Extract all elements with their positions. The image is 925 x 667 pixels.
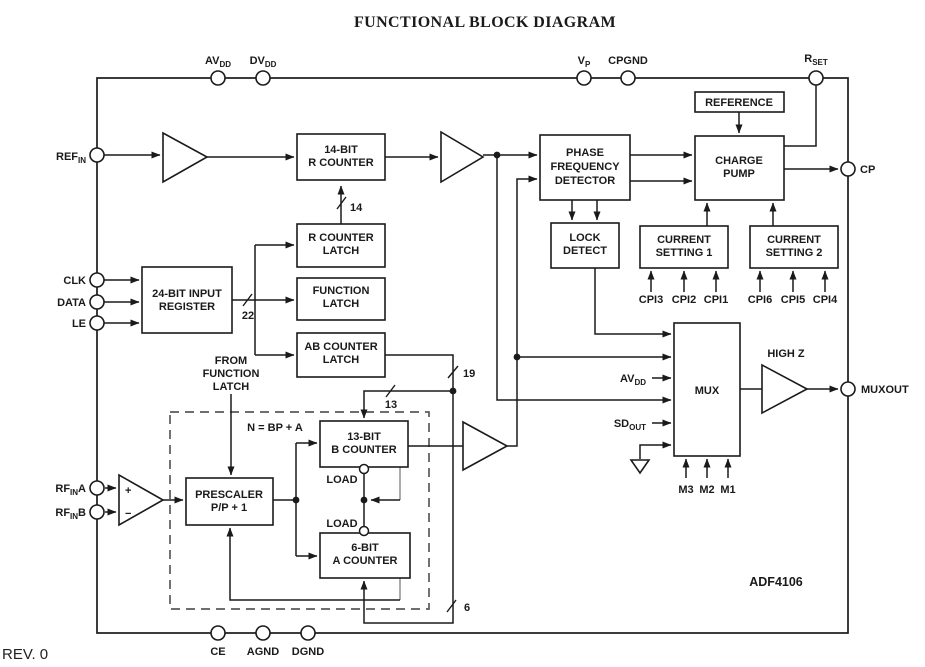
- n-output-buffer: [463, 422, 507, 470]
- block-input-register: [142, 267, 232, 333]
- refin-buffer: [163, 133, 207, 182]
- r-counter-line1: 14-BIT: [324, 144, 358, 156]
- b-counter-line1: 13-BIT: [347, 431, 381, 443]
- lock-detect-line2: DETECT: [563, 245, 607, 257]
- pin-data-label: DATA: [57, 297, 86, 309]
- block-current-setting-1: [640, 226, 728, 268]
- r-output-buffer: [441, 132, 483, 182]
- cpi3-label: CPI3: [638, 294, 664, 306]
- m2-label: M2: [699, 484, 715, 496]
- amp-minus-label: −: [125, 508, 132, 520]
- cpi2-label: CPI2: [671, 294, 697, 306]
- function-latch-line2: LATCH: [322, 298, 360, 310]
- bus-22-label: 22: [241, 310, 255, 322]
- pin-muxout-label: MUXOUT: [861, 384, 909, 396]
- pin-dgnd-label: DGND: [291, 646, 325, 658]
- pin-rset-label: $R_{SET}$: [804, 53, 828, 67]
- pin-cp-label: CP: [860, 164, 876, 176]
- load-b-label: LOAD: [326, 474, 358, 486]
- input-register-line1: 24-BIT INPUT: [152, 288, 222, 300]
- pin-muxout: [841, 382, 855, 396]
- a-counter-load-node: [360, 527, 369, 536]
- block-charge-pump: [695, 136, 784, 200]
- pin-le-label: LE: [71, 318, 86, 330]
- pin-rset: [809, 71, 823, 85]
- bus-19-label: 19: [463, 368, 476, 380]
- m1-label: M1: [720, 484, 736, 496]
- r-counter-latch-line1: R COUNTER: [308, 232, 374, 244]
- pin-ce: [211, 626, 225, 640]
- pin-vp-label: $V_P$: [577, 55, 591, 69]
- block-current-setting-2: [750, 226, 838, 268]
- pin-rfina: [90, 481, 104, 495]
- svg-text:24-BIT INPUTREGISTER: [152, 288, 222, 313]
- r-counter-latch-line2: LATCH: [322, 245, 360, 257]
- block-r-counter: [297, 134, 385, 180]
- cpi4-label: CPI4: [812, 294, 838, 306]
- bus-13-label: 13: [384, 399, 398, 411]
- block-ab-counter-latch: [297, 333, 385, 377]
- from-function-latch-label: FROM FUNCTION LATCH: [202, 355, 260, 393]
- pin-rfinb-label: $RF_{IN}B$: [55, 507, 86, 521]
- pin-clk: [90, 273, 104, 287]
- pfd-line3: DETECTOR: [554, 175, 616, 187]
- mux-avdd-label: $AV_{DD}$: [619, 373, 646, 387]
- cpi5-label: CPI5: [780, 294, 806, 306]
- cpi6-label: CPI6: [747, 294, 773, 306]
- pin-dvdd-label: $DV_{DD}$: [249, 55, 277, 69]
- cpi1-label: CPI1: [703, 294, 729, 306]
- pin-refin-label: $REF_{IN}$: [56, 151, 86, 165]
- input-register-line2: REGISTER: [158, 301, 216, 313]
- charge-pump-line1: CHARGE: [715, 155, 763, 167]
- chip-name-label: ADF4106: [749, 575, 803, 589]
- b-counter-line2: B COUNTER: [331, 444, 397, 456]
- lock-detect-line1: LOCK: [569, 232, 601, 244]
- block-reference: [695, 92, 784, 112]
- pin-cp: [841, 162, 855, 176]
- pin-ce-label: CE: [210, 646, 226, 658]
- bus-14-label: 14: [350, 202, 363, 214]
- pin-rfina-label: $RF_{IN}A$: [55, 483, 86, 497]
- b-counter-load-node: [360, 465, 369, 474]
- block-b-counter: [320, 421, 408, 467]
- a-counter-line1: 6-BIT: [351, 542, 379, 554]
- function-latch-line1: FUNCTION: [312, 285, 370, 297]
- prescaler-line1: PRESCALER: [195, 489, 263, 501]
- mux-sdout-label: $SD_{OUT}$: [613, 418, 646, 432]
- pin-avdd: [211, 71, 225, 85]
- n-formula-label: N = BP + A: [247, 422, 303, 434]
- block-function-latch: [297, 278, 385, 320]
- pin-le: [90, 316, 104, 330]
- block-phase-frequency-detector: [540, 135, 630, 200]
- bus-6-label: 6: [464, 602, 471, 614]
- pin-vp: [577, 71, 591, 85]
- pin-rfinb: [90, 505, 104, 519]
- diagram-title: FUNCTIONAL BLOCK DIAGRAM: [353, 14, 617, 31]
- pin-clk-label: CLK: [63, 275, 86, 287]
- high-z-buffer: [762, 365, 807, 413]
- svg-text:CURRENTSETTING 2: [766, 234, 823, 259]
- r-counter-line2: R COUNTER: [308, 157, 374, 169]
- block-mux: [674, 323, 740, 456]
- block-prescaler: [186, 478, 273, 525]
- high-z-label: HIGH Z: [767, 348, 805, 360]
- amp-plus-label: +: [125, 485, 132, 497]
- svg-text:CURRENTSETTING 1: [656, 234, 713, 259]
- ground-icon: [631, 460, 649, 473]
- pin-avdd-label: $AV_{DD}$: [204, 55, 232, 69]
- charge-pump-line2: PUMP: [723, 168, 755, 180]
- cpi-labels: [639, 294, 838, 306]
- pfd-line2: FREQUENCY: [550, 161, 620, 173]
- pfd-line1: PHASE: [566, 147, 604, 159]
- ab-counter-latch-line2: LATCH: [322, 354, 360, 366]
- ab-counter-latch-line1: AB COUNTER: [304, 341, 378, 353]
- pin-agnd: [256, 626, 270, 640]
- pin-dvdd: [256, 71, 270, 85]
- m-labels: [678, 484, 735, 496]
- current-setting-1-line2: SETTING 1: [655, 247, 713, 259]
- pin-data: [90, 295, 104, 309]
- pin-refin: [90, 148, 104, 162]
- block-a-counter: [320, 533, 410, 578]
- block-r-counter-latch: [297, 224, 385, 267]
- block-lock-detect: [551, 223, 619, 268]
- current-setting-1-line1: CURRENT: [657, 234, 711, 246]
- pin-cpgnd: [621, 71, 635, 85]
- a-counter-line2: A COUNTER: [332, 555, 398, 567]
- prescaler-line2: P/P + 1: [210, 502, 248, 514]
- pin-cpgnd-label: CPGND: [608, 55, 648, 67]
- m3-label: M3: [678, 484, 694, 496]
- revision-label: REV. 0: [2, 646, 49, 663]
- pin-dgnd: [301, 626, 315, 640]
- reference-label: REFERENCE: [705, 97, 773, 109]
- current-setting-2-line2: SETTING 2: [765, 247, 823, 259]
- current-setting-2-line1: CURRENT: [767, 234, 821, 246]
- pin-agnd-label: AGND: [246, 646, 280, 658]
- load-a-label: LOAD: [326, 518, 358, 530]
- mux-label: MUX: [694, 385, 720, 397]
